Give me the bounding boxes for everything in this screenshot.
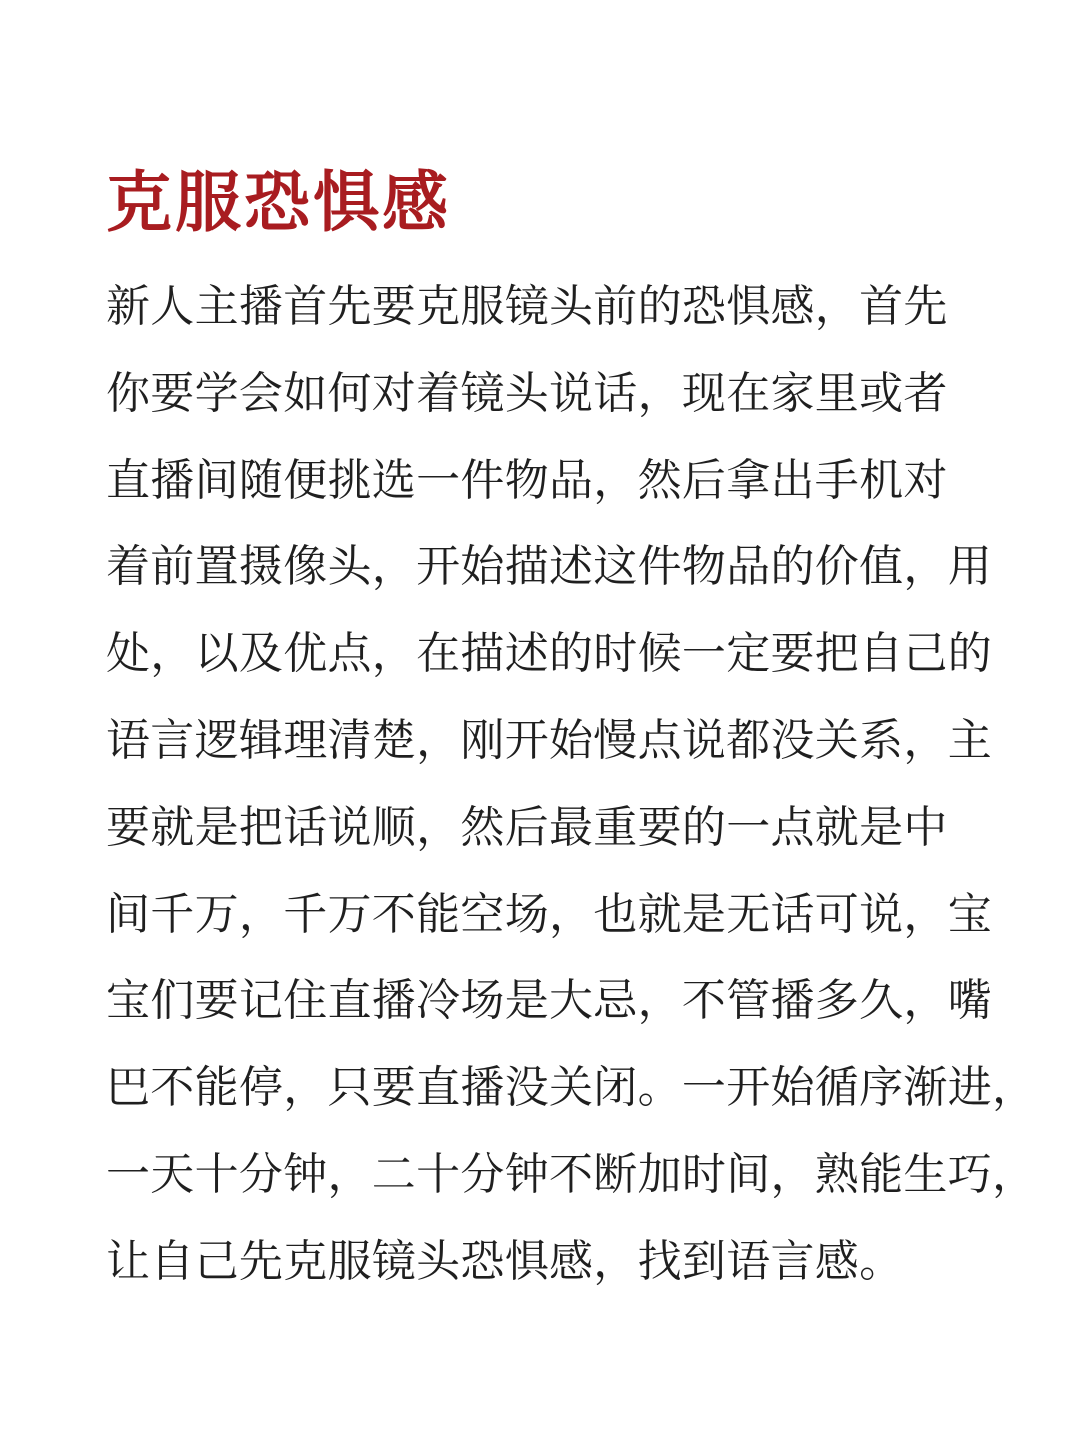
body-line: 要就是把话说顺，然后最重要的一点就是中 — [106, 801, 948, 853]
body-line: 直播间随便挑选一件物品，然后拿出手机对 — [106, 454, 948, 506]
body-line: 巴不能停，只要直播没关闭。一开始循序渐进， — [106, 1062, 1037, 1114]
body-line: 着前置摄像头，开始描述这件物品的价值，用 — [106, 541, 992, 593]
body-line: 语言逻辑理清楚，刚开始慢点说都没关系，主 — [106, 714, 992, 766]
body-line: 新人主播首先要克服镜头前的恐惧感，首先 — [106, 281, 948, 332]
article-body — [106, 264, 1037, 1306]
article-title: 克服恐惧感 — [106, 163, 451, 241]
body-line: 间千万，千万不能空场，也就是无话可说，宝 — [106, 888, 992, 940]
body-line: 处，以及优点，在描述的时候一定要把自己的 — [106, 628, 992, 680]
body-line: 宝们要记住直播冷场是大忌，不管播多久，嘴 — [106, 975, 992, 1027]
body-line: 让自己先克服镜头恐惧感，找到语言感。 — [106, 1235, 904, 1287]
body-line: 一天十分钟，二十分钟不断加时间，熟能生巧， — [106, 1148, 1037, 1200]
body-line: 你要学会如何对着镜头说话，现在家里或者 — [106, 367, 948, 419]
